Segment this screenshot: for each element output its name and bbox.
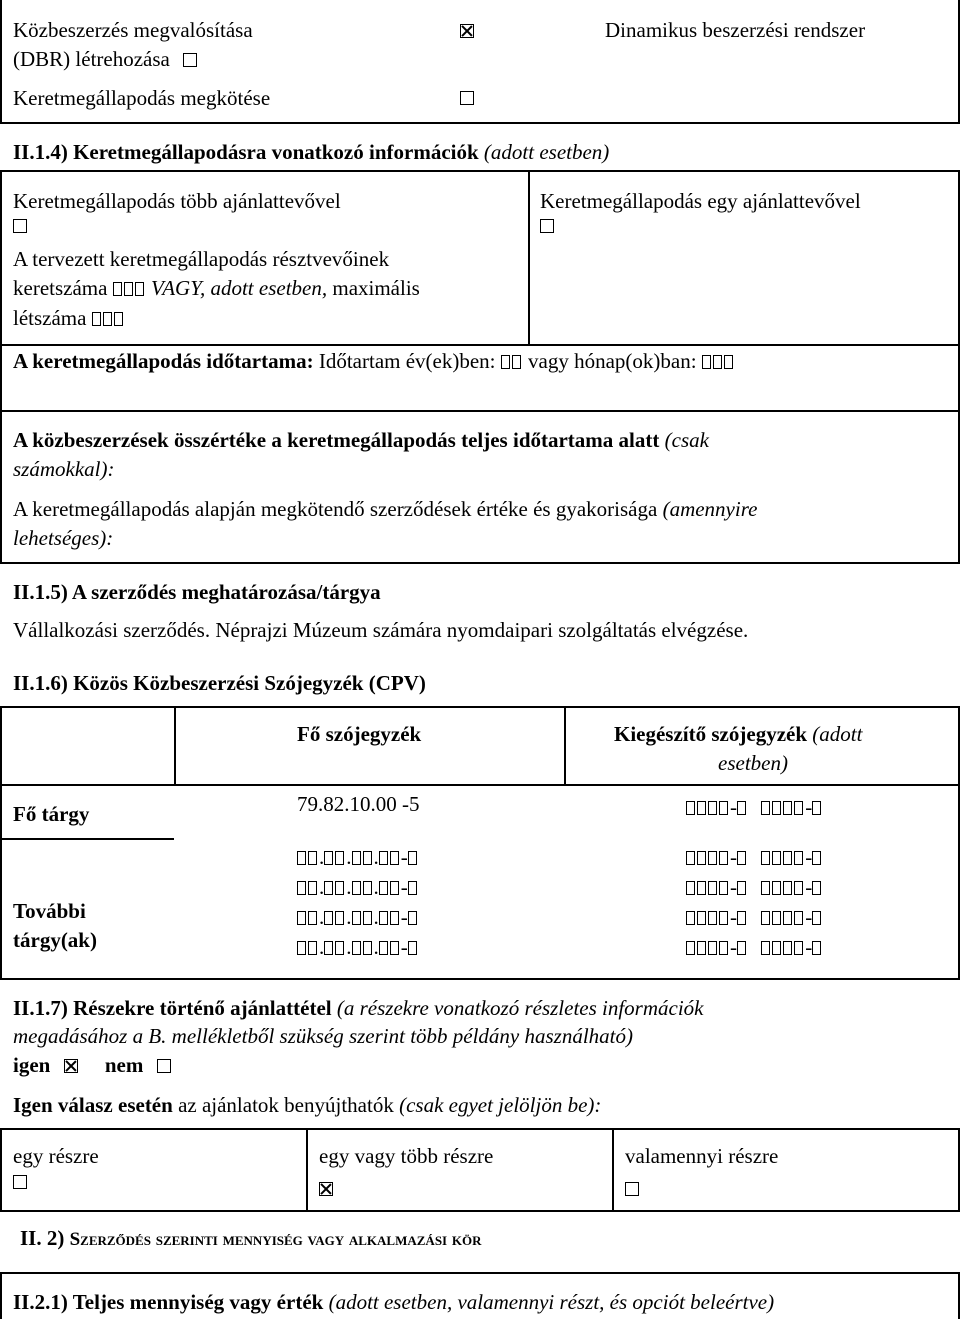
section-221-line [13, 1288, 774, 1317]
if-yes-note: (csak egyet jelöljön be): [399, 1093, 602, 1117]
cpv-col-supp-line-b [718, 749, 788, 778]
contracts-value-note-a: (amennyire [662, 497, 758, 521]
duration-years-field[interactable] [501, 347, 523, 376]
total-value-label: A közbeszerzések összértéke a keretmegállapodás teljes időtartama alatt [13, 428, 660, 452]
cpv-row-divider [0, 838, 174, 840]
cpv-additional-main-codes [297, 843, 419, 963]
planned-or-label: VAGY, adott esetben, [150, 276, 328, 300]
multi-tenderer-checkbox[interactable] [13, 219, 27, 233]
dynamic-purchasing-label: Dinamikus beszerzési rendszer [605, 18, 866, 42]
cpv-col-supp-note-b: esetben) [718, 751, 788, 775]
cpv-additional-supp-code[interactable]: - - [686, 843, 823, 873]
planned-max-label: maximális [332, 276, 420, 300]
planned-max-count-field[interactable] [92, 304, 125, 333]
cpv-additional-main-code[interactable]: . . . - [297, 903, 419, 933]
procurement-dbr-label-a: Közbeszerzés megvalósítása [13, 18, 253, 42]
parts-yes-no-line [13, 1051, 171, 1080]
section-116-heading: II.1.6) Közös Közbeszerzési Szójegyzék (CPV) [13, 671, 426, 695]
cpv-header-divider [0, 784, 960, 786]
duration-months-label: vagy hónap(ok)ban: [528, 349, 697, 373]
section-117-heading: II.1.7) Részekre történő ajánlattétel [13, 996, 332, 1020]
cpv-col-supp-note-a: (adott [812, 722, 863, 746]
multi-tenderer-label: Keretmegállapodás több ajánlattevővel [13, 189, 341, 213]
section-2-number: II. 2) [20, 1226, 65, 1250]
single-tenderer-label: Keretmegállapodás egy ajánlattevővel [540, 189, 861, 213]
if-yes-text: az ajánlatok benyújthatók [178, 1093, 394, 1117]
section-221-heading: II.2.1) Teljes mennyiség vagy érték [13, 1290, 324, 1314]
parts-options-divider-1 [306, 1128, 308, 1212]
planned-count-label: keretszáma [13, 276, 108, 300]
duration-line [13, 347, 735, 376]
parts-yes-label: igen [13, 1053, 51, 1077]
cpv-row-more-label-b: tárgy(ak) [13, 928, 97, 952]
cpv-col-divider-2 [564, 706, 566, 786]
duration-years-label: Időtartam év(ek)ben: [318, 349, 496, 373]
cpv-row-more-label-a: További [13, 899, 86, 923]
section-114-heading [13, 138, 609, 167]
contracts-value-line-b [13, 524, 113, 553]
section-117-line-a [13, 994, 704, 1023]
section-221-note: (adott esetben, valamennyi részt, és opciót beleértve) [328, 1290, 775, 1314]
parts-option-all-checkbox[interactable] [625, 1182, 639, 1196]
procurement-dbr-label-b-text: (DBR) létrehozása [13, 47, 170, 71]
section-117-note-b: megadásához a B. mellékletből szükség szerint több példány használható) [13, 1024, 634, 1048]
cpv-additional-supp-code[interactable]: - - [686, 903, 823, 933]
parts-option-all-label: valamennyi részre [625, 1144, 779, 1168]
section-2-title: Szerződés szerinti mennyiség vagy alkalmazási kör [69, 1229, 482, 1250]
parts-yes-checkbox[interactable] [64, 1059, 78, 1073]
cpv-additional-supp-code[interactable]: - - [686, 933, 823, 963]
if-yes-line [13, 1091, 601, 1120]
cpv-additional-main-code[interactable]: . . . - [297, 873, 419, 903]
section-114-heading-note: (adott esetben) [483, 140, 610, 164]
public-procurement-checkbox[interactable] [460, 24, 474, 38]
cpv-main-supp-code[interactable]: - - [686, 793, 823, 822]
dbr-checkbox[interactable] [183, 53, 197, 67]
section-117-note-a: (a részekre vonatkozó részletes információk [336, 996, 704, 1020]
parts-option-multi-label: egy vagy több részre [319, 1144, 494, 1168]
parts-no-label: nem [104, 1053, 144, 1077]
cpv-col-supp-line-a [614, 720, 862, 749]
planned-max-count-label: létszáma [13, 306, 87, 330]
contracts-value-line-a [13, 495, 757, 524]
participants-divider [528, 170, 530, 345]
cpv-col-supp: Kiegészítő szójegyzék [614, 722, 808, 746]
section-114-heading-text: II.1.4) Keretmegállapodásra vonatkozó információk [13, 140, 479, 164]
section-117-line-b [13, 1022, 633, 1051]
cpv-col-divider-1 [174, 706, 176, 786]
parts-option-one-checkbox[interactable] [13, 1175, 27, 1189]
procurement-dbr-label-b [13, 45, 197, 74]
duration-months-field[interactable] [702, 347, 735, 376]
single-tenderer-checkbox[interactable] [540, 219, 554, 233]
contracts-value-note-b: lehetséges): [13, 526, 114, 550]
parts-option-one-label: egy részre [13, 1144, 99, 1168]
contracts-value-label: A keretmegállapodás alapján megkötendő szerződések értéke és gyakorisága [13, 497, 658, 521]
cpv-additional-supp-code[interactable]: - - [686, 873, 823, 903]
duration-label: A keretmegállapodás időtartama: [13, 349, 314, 373]
cpv-main-code: 79.82.10.00 -5 [297, 792, 420, 816]
total-value-line-a [13, 426, 709, 455]
parts-option-multi-checkbox[interactable] [319, 1182, 333, 1196]
contract-subject-text: Vállalkozási szerződés. Néprajzi Múzeum számára nyomdaipari szolgáltatás elvégzése. [13, 618, 749, 642]
planned-count-field[interactable] [113, 274, 146, 303]
cpv-additional-main-code[interactable]: . . . - [297, 843, 419, 873]
total-value-note-a: (csak [664, 428, 709, 452]
cpv-additional-supp-codes [686, 843, 823, 963]
planned-participants-line-c [13, 304, 125, 333]
cpv-additional-main-code[interactable]: . . . - [297, 933, 419, 963]
planned-participants-line-b [13, 274, 420, 303]
parts-options-divider-2 [612, 1128, 614, 1212]
cpv-col-main: Fő szójegyzék [297, 722, 422, 746]
cpv-row-main-label: Fő tárgy [13, 802, 90, 826]
if-yes-bold: Igen válasz esetén [13, 1093, 173, 1117]
total-value-line-b [13, 455, 114, 484]
framework-agreement-label: Keretmegállapodás megkötése [13, 86, 271, 110]
section-115-heading: II.1.5) A szerződés meghatározása/tárgya [13, 580, 381, 604]
duration-divider [0, 344, 960, 346]
parts-no-checkbox[interactable] [157, 1059, 171, 1073]
planned-participants-line-a: A tervezett keretmegállapodás résztvevőinek [13, 247, 390, 271]
framework-agreement-checkbox[interactable] [460, 91, 474, 105]
section-2-heading [20, 1224, 481, 1254]
total-value-note-b: számokkal): [13, 457, 115, 481]
